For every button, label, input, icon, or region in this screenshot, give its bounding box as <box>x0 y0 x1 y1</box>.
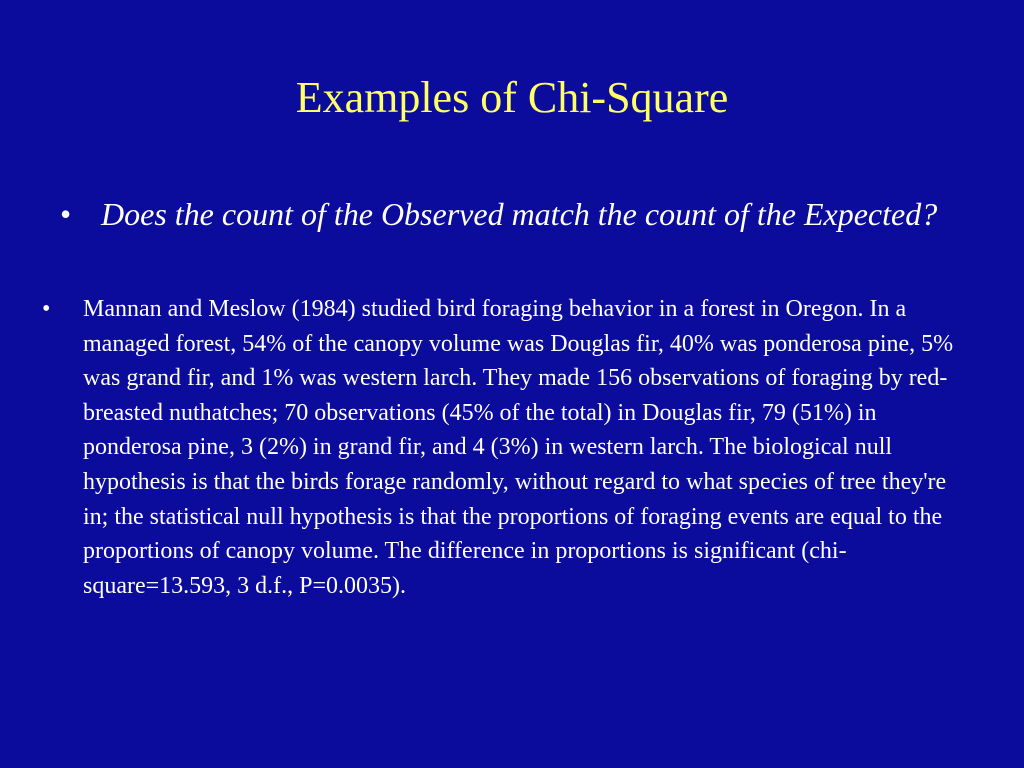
bullet-marker: • <box>42 296 51 322</box>
slide-title: Examples of Chi-Square <box>295 73 729 122</box>
bullet-example-text: Mannan and Meslow (1984) studied bird foraging behavior in a forest in Oregon. In a managed forest, 54% of the canopy volume was Douglas fir, 40% was ponderosa pine, 5% was grand fir, and 1% was western larch. They made 156 observations of foraging by red-breasted nuthatches; 70 observations (45% of the total) in Douglas fir, 79 (51%) in ponderosa pine, 3 (2%) in grand fir, and 4 (3%) in western larch. The biological null hypothesis is that the birds forage randomly, without regard to what species of tree they're in; the statistical null hypothesis is that the proportions of foraging events are equal to the proportions of canopy volume. The difference in proportions is significant (chi-square=13.593, 3 d.f., P=0.0035). <box>83 296 954 599</box>
bullet-question <box>60 194 960 234</box>
bullet-example <box>42 292 954 603</box>
bullet-marker: • <box>60 196 72 232</box>
bullet-question-text: Does the count of the Observed match the count of the Expected? <box>101 196 938 232</box>
